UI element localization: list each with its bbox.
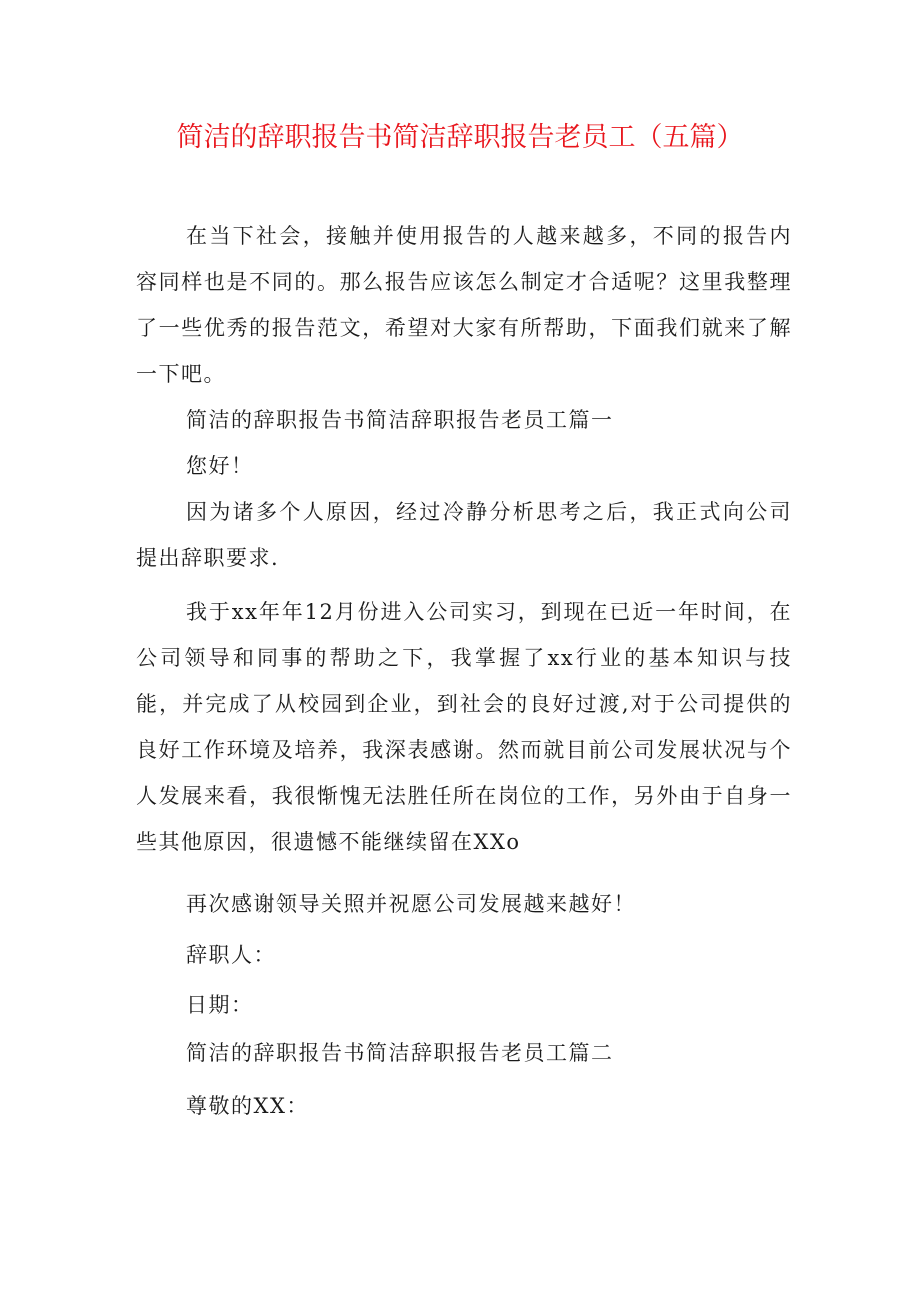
resignation-paragraph: 因为诸多个人原因，经过冷静分析思考之后，我正式向公司提出辞职要求. xyxy=(136,500,792,570)
section1-heading: 简洁的辞职报告书简洁辞职报告老员工篇一 xyxy=(186,408,614,432)
intro-paragraph: 在当下社会，接触并使用报告的人越来越多，不同的报告内容同样也是不同的。那么报告应该怎么制定才合适呢？这里我整理了一些优秀的报告范文，希望对大家有所帮助，下面我们就来了解一下吧。 xyxy=(136,224,792,386)
thanks-paragraph: 再次感谢领导关照并祝愿公司发展越来越好！ xyxy=(186,892,636,916)
background-paragraph: 我于xx年年12月份进入公司实习，到现在已近一年时间，在公司领导和同事的帮助之下，我掌握了xx行业的基本知识与技能，并完成了从校园到企业，到社会的良好过渡,对于公司提供的良好工作环境及培养，我深表感谢。然而就目前公司发展状况与个人发展来看，我很惭愧无法胜任所在岗位的工作，另外由于自身一些其他原因，很遗憾不能继续留在XXo xyxy=(136,600,792,854)
salutation-line: 尊敬的XX： xyxy=(186,1094,309,1118)
section2-heading: 简洁的辞职报告书简洁辞职报告老员工篇二 xyxy=(186,1041,614,1065)
document-title: 简洁的辞职报告书简洁辞职报告老员工（五篇） xyxy=(176,122,744,153)
greeting-line: 您好！ xyxy=(186,454,254,478)
signature-line: 辞职人： xyxy=(186,943,276,967)
date-line: 日期： xyxy=(186,993,254,1017)
